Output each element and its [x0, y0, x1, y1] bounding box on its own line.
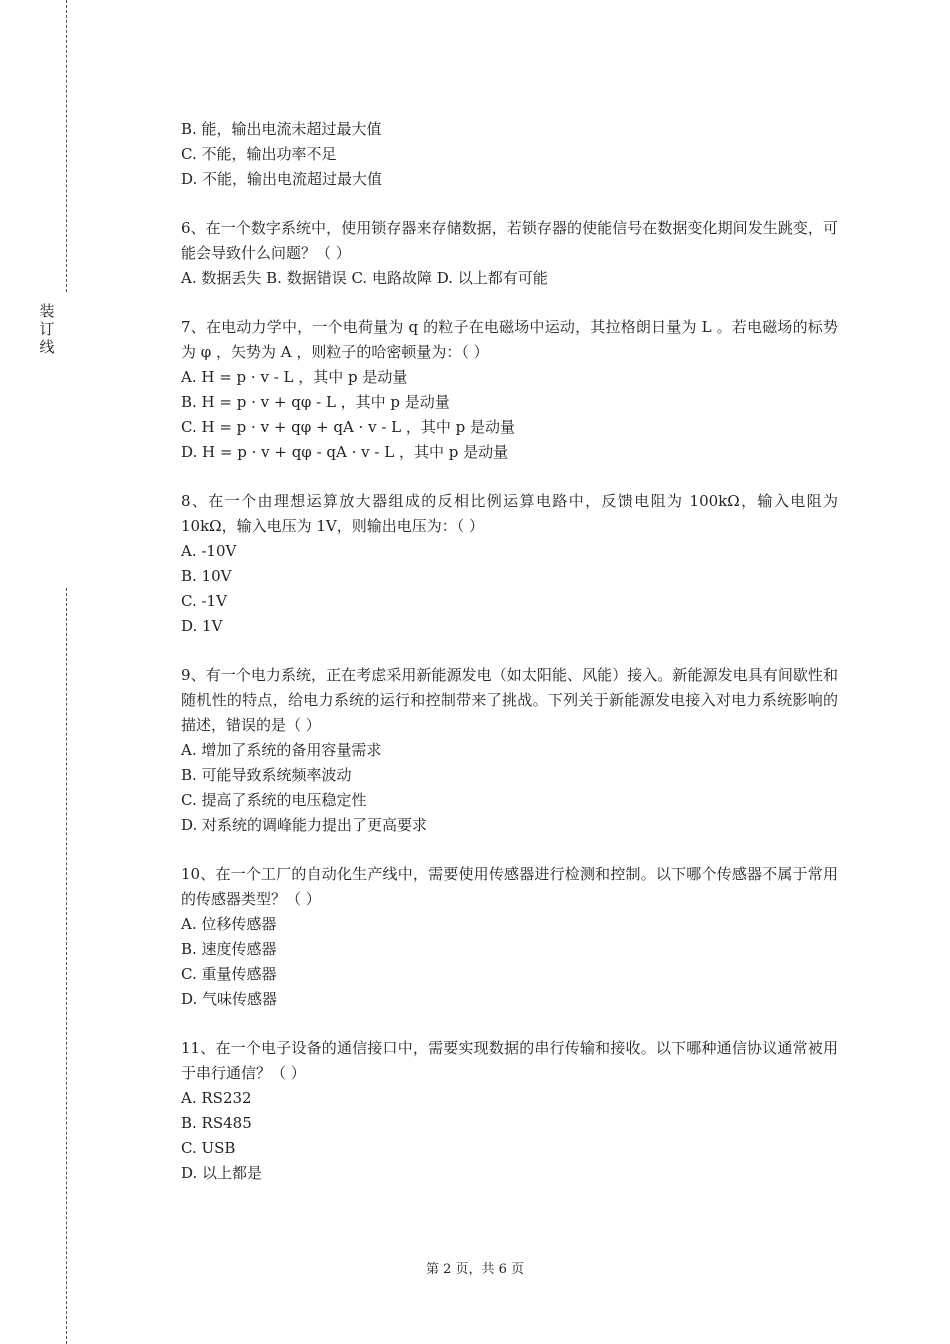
question-text: 9、有一个电力系统，正在考虑采用新能源发电（如太阳能、风能）接入。新能源发电具有间歇性和随机性的特点，给电力系统的运行和控制带来了挑战。下列关于新能源发电接入对电力系统影响的描述，错误的是（ ）	[181, 666, 838, 734]
question-7	[181, 315, 838, 465]
option-line: B. H = p · v + qφ - L ，其中 p 是动量	[181, 393, 450, 411]
question-5-tail	[181, 117, 838, 192]
option-line: D. 对系统的调峰能力提出了更高要求	[181, 816, 428, 834]
binding-line-bottom	[66, 588, 67, 1344]
option-line: C. H = p · v + qφ + qA · v - L ，其中 p 是动量	[181, 418, 516, 436]
option-line: D. 不能，输出电流超过最大值	[181, 170, 383, 188]
option-line: C. 重量传感器	[181, 965, 277, 983]
option-line: A. H = p · v - L ，其中 p 是动量	[181, 368, 408, 386]
option-line: C. -1V	[181, 592, 227, 610]
question-6	[181, 216, 838, 291]
option-line: B. 10V	[181, 567, 232, 585]
question-text: 10、在一个工厂的自动化生产线中，需要使用传感器进行检测和控制。以下哪个传感器不属于常用的传感器类型？（ ）	[181, 865, 838, 908]
option-line: A. RS232	[181, 1089, 252, 1107]
question-8	[181, 489, 838, 639]
option-line: C. 提高了系统的电压稳定性	[181, 791, 367, 809]
option-line: B. 可能导致系统频率波动	[181, 766, 352, 784]
option-line: A. 增加了系统的备用容量需求	[181, 741, 382, 759]
question-text: 6、在一个数字系统中，使用锁存器来存储数据，若锁存器的使能信号在数据变化期间发生跳变，可能会导致什么问题？（ ）	[181, 219, 838, 262]
option-line: B. RS485	[181, 1114, 252, 1132]
binding-label: 装订线	[39, 302, 55, 356]
question-9	[181, 663, 838, 838]
question-text: 7、在电动力学中，一个电荷量为 q 的粒子在电磁场中运动，其拉格朗日量为 L 。若电磁场的标势为 φ ，矢势为 A ，则粒子的哈密顿量为：（ ）	[181, 318, 838, 361]
question-11	[181, 1036, 838, 1186]
option-line: D. 气味传感器	[181, 990, 278, 1008]
binding-line-top	[66, 0, 67, 292]
question-text: 11、在一个电子设备的通信接口中，需要实现数据的串行传输和接收。以下哪种通信协议通常被用于串行通信？（ ）	[181, 1039, 838, 1082]
option-line: B. 速度传感器	[181, 940, 277, 958]
option-line: A. 数据丢失 B. 数据错误 C. 电路故障 D. 以上都有可能	[181, 269, 548, 287]
option-line: C. 不能，输出功率不足	[181, 145, 337, 163]
option-line: A. 位移传感器	[181, 915, 277, 933]
option-line: B. 能，输出电流未超过最大值	[181, 120, 382, 138]
option-line: C. USB	[181, 1139, 236, 1157]
option-line: A. -10V	[181, 542, 237, 560]
option-line: D. H = p · v + qφ - qA · v - L ，其中 p 是动量	[181, 443, 509, 461]
exam-content	[181, 117, 838, 1186]
question-text: 8、在一个由理想运算放大器组成的反相比例运算电路中，反馈电阻为 100kΩ，输入电阻为 10kΩ，输入电压为 1V，则输出电压为：（ ）	[181, 492, 838, 535]
option-line: D. 以上都是	[181, 1164, 263, 1182]
option-line: D. 1V	[181, 617, 223, 635]
question-10	[181, 862, 838, 1012]
page-number: 第 2 页，共 6 页	[425, 1262, 525, 1277]
